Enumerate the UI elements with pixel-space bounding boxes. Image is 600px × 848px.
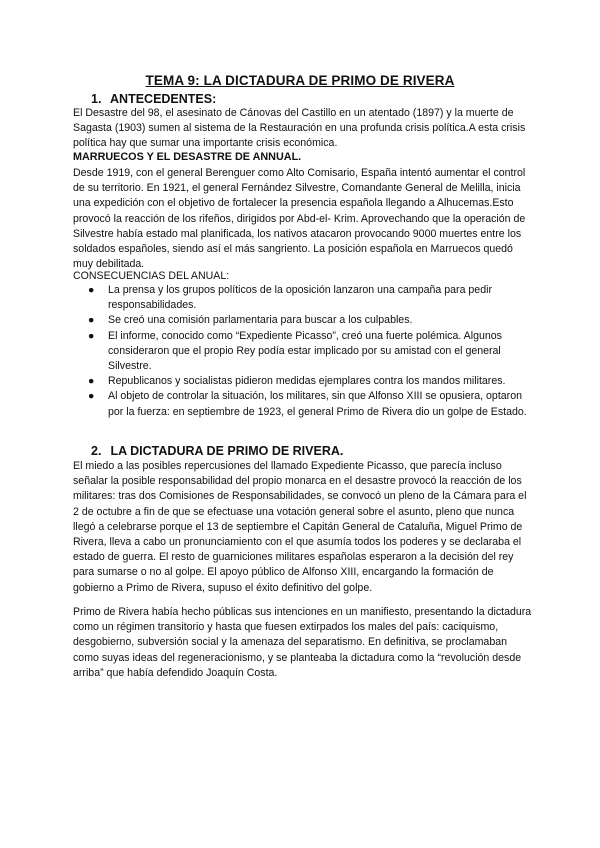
dictadura-paragraph-1 [73,459,535,596]
section-heading-text: LA DICTADURA DE PRIMO DE RIVERA. [110,444,344,458]
paragraph-text: Primo de Rivera había hecho públicas sus intenciones en un manifiesto, presentando la dictadura como un régimen transitorio y hasta que fuesen extirpados los males del país: caciquismo, desgobierno, subversión social y la amenaza del separatismo. En definitiva, se proclamaban como suyas ideas del regeneracionismo, y se planteaba la dictadura como la “revolución desde arriba” que había defendido Joaquín Costa. [73,606,532,679]
list-item [73,283,535,313]
section-heading-text: ANTECEDENTES: [110,92,217,106]
list-item-text: El informe, conocido como “Expediente Picasso”, creó una fuerte polémica. Algunos consideraron que el propio Rey podía estar implicado por su amistad con el general Silvestre. [108,329,502,373]
dictadura-paragraph-2 [73,605,535,681]
paragraph-text: El Desastre del 98, el asesinato de Cánovas del Castillo en un atentado (1897) y la muerte de Sagasta (1903) sumen al sistema de la Restauración en una profunda crisis política.A esta crisis política hay que sumar una importante crisis económica. [73,107,526,150]
section-heading-dictadura [91,444,343,458]
paragraph-text: Desde 1919, con el general Berenguer como Alto Comisario, España intentó aumentar el control de su territorio. En 1921, el general Fernández Silvestre, Comandante General de Melilla, inicia una expedición con el objetivo de fortalecer la presencia española llegando a Alhucemas.Esto provocó la reacción de los rifeños, dirigidos por Abd-el- Krim. Aprovechando que la operación de Silvestre había estado mal planificada, los nativos atacaron provocando 9000 muertes entre los soldados españoles, siendo así el más sangriento. La posición española en Marruecos quedó muy debilitada. [73,167,526,271]
list-item [73,389,535,419]
list-item [73,374,535,389]
section-number: 1. [91,92,102,106]
list-item-text: Al objeto de controlar la situación, los militares, sin que Alfonso XIII se opusiera, optaron por la fuerza: en septiembre de 1923, el general Primo de Rivera dio un golpe de Estado. [108,390,527,418]
bullet-icon: ● [88,329,95,342]
consecuencias-heading: CONSECUENCIAS DEL ANUAL: [73,270,230,282]
section-heading-antecedentes [91,92,216,106]
bullet-icon: ● [88,284,95,296]
list-item [73,329,535,375]
bullet-icon: ● [88,314,95,327]
paragraph-text: El miedo a las posibles repercusiones del llamado Expediente Picasso, que parecía incluso señalar la posible responsabilidad del propio monarca en el desastre provocó la reacción de los militares: tras dos Comisiones de Responsabilidades, se convocó un pleno de la Cámara para el 2 de octubre a fin de que se efectuase una votación general sobre el asunto, pleno que nunca llegó a celebrarse porque el 13 de septiembre el Capitán General de Cataluña, Miguel Primo de Rivera, lleva a cabo un pronunciamiento con el que asumía todos los poderes y se declaraba el estado de guerra. El resto de guarniciones militares españolas esperaron a la decisión del rey para sumarse o no al golpe. El apoyo público de Alfonso XIII, encargando la formación de gobierno a Primo de Rivera, supuso el éxito definitivo del golpe. [73,460,527,594]
marruecos-heading: MARRUECOS Y EL DESASTRE DE ANNUAL. [73,151,302,163]
bullet-icon: ● [88,390,95,403]
list-item-text: Republicanos y socialistas pidieron medidas ejemplares contra los mandos militares. [108,375,506,388]
marruecos-paragraph [73,166,535,272]
list-item-text: La prensa y los grupos políticos de la oposición lanzaron una campaña para pedir responsabilidades. [108,284,492,312]
bullet-icon: ● [88,375,95,388]
antecedentes-paragraph [73,106,535,152]
section-number: 2. [91,444,102,458]
list-item-text: Se creó una comisión parlamentaria para buscar a los culpables. [108,314,413,327]
list-item [73,313,535,328]
consecuencias-list [73,283,535,420]
page-title: TEMA 9: LA DICTADURA DE PRIMO DE RIVERA [145,73,455,88]
